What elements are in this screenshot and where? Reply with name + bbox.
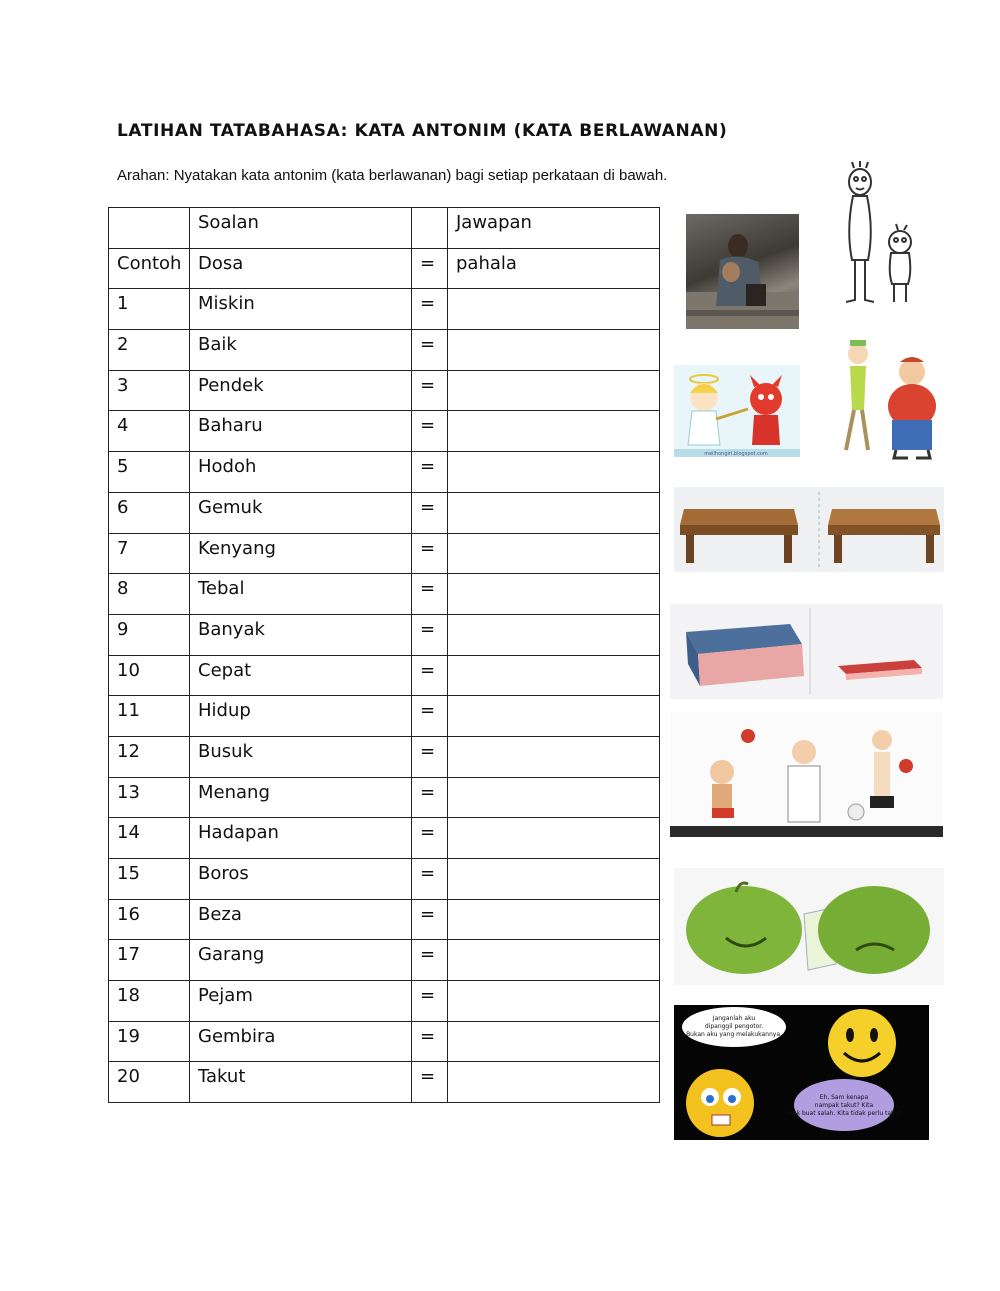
table-row [109,655,660,696]
emoji-speech-picture [674,1005,929,1140]
table-row [109,940,660,981]
question-word: Banyak [190,614,412,655]
table-row [109,370,660,411]
row-number: 19 [109,1021,190,1062]
row-number: 2 [109,330,190,371]
question-word: Cepat [190,655,412,696]
thick-thin-book-picture [670,604,943,699]
table-row [109,492,660,533]
table-row [109,574,660,615]
equals-sign: = [412,818,448,859]
svg-text:Bukan aku yang melakukannya.: Bukan aku yang melakukannya. [686,1031,782,1038]
header-soalan: Soalan [190,208,412,249]
answer-cell[interactable] [448,330,660,371]
row-number: 16 [109,899,190,940]
answer-cell[interactable] [448,655,660,696]
row-number: 6 [109,492,190,533]
answer-cell[interactable]: pahala [448,248,660,289]
equals-sign: = [412,1062,448,1103]
boxing-winner-loser-picture [670,712,943,837]
equals-sign: = [412,777,448,818]
answer-cell[interactable] [448,533,660,574]
row-number: 9 [109,614,190,655]
thin-fat-people-picture [828,332,946,460]
row-number: 7 [109,533,190,574]
row-number: 8 [109,574,190,615]
svg-text:meilhongirl.blogspot.com: meilhongirl.blogspot.com [704,451,768,457]
answer-cell[interactable] [448,574,660,615]
question-word: Gemuk [190,492,412,533]
row-number: 13 [109,777,190,818]
equals-sign: = [412,574,448,615]
table-header-row [109,208,660,249]
instruction-text: Arahan: Nyatakan kata antonim (kata berlawanan) bagi setiap perkataan di bawah. [117,167,668,184]
svg-text:tidak buat salah. Kita tidak p: tidak buat salah. Kita tidak perlu takut! [785,1110,903,1117]
row-number: 4 [109,411,190,452]
answer-cell[interactable] [448,981,660,1022]
question-word: Baik [190,330,412,371]
row-number: 10 [109,655,190,696]
answer-cell[interactable] [448,1062,660,1103]
equals-sign: = [412,696,448,737]
equals-sign: = [412,859,448,900]
question-word: Hidup [190,696,412,737]
equals-sign: = [412,1021,448,1062]
table-row [109,777,660,818]
old-new-table-picture [674,487,944,572]
answer-cell[interactable] [448,859,660,900]
question-word: Pejam [190,981,412,1022]
equals-sign: = [412,899,448,940]
apple-happy-sad-picture [674,868,944,985]
equals-sign: = [412,533,448,574]
question-word: Hadapan [190,818,412,859]
table-row [109,696,660,737]
table-row [109,981,660,1022]
answer-cell[interactable] [448,492,660,533]
question-word: Tebal [190,574,412,615]
question-word: Takut [190,1062,412,1103]
table-row [109,533,660,574]
equals-sign: = [412,736,448,777]
answer-cell[interactable] [448,899,660,940]
equals-sign: = [412,940,448,981]
header-eq [412,208,448,249]
answer-cell[interactable] [448,411,660,452]
question-word: Pendek [190,370,412,411]
answer-cell[interactable] [448,696,660,737]
equals-sign: = [412,452,448,493]
row-number: 17 [109,940,190,981]
answer-cell[interactable] [448,452,660,493]
worksheet-title: LATIHAN TATABAHASA: KATA ANTONIM (KATA BERLAWANAN) [117,121,728,141]
row-number: 11 [109,696,190,737]
question-word: Beza [190,899,412,940]
equals-sign: = [412,655,448,696]
answer-cell[interactable] [448,940,660,981]
equals-sign: = [412,289,448,330]
answer-cell[interactable] [448,289,660,330]
row-number: 5 [109,452,190,493]
question-word: Hodoh [190,452,412,493]
antonym-table [108,207,660,1103]
tall-short-people-drawing [828,160,926,310]
question-word: Baharu [190,411,412,452]
table-row [109,899,660,940]
svg-text:nampak takut? Kita: nampak takut? Kita [814,1102,874,1109]
question-word: Gembira [190,1021,412,1062]
table-row [109,1021,660,1062]
answer-cell[interactable] [448,614,660,655]
svg-text:Eh, Sam kenapa: Eh, Sam kenapa [819,1094,869,1101]
table-row [109,1062,660,1103]
angel-devil-picture [674,365,800,457]
row-number: 12 [109,736,190,777]
header-no [109,208,190,249]
table-row [109,411,660,452]
question-word: Boros [190,859,412,900]
answer-cell[interactable] [448,818,660,859]
equals-sign: = [412,614,448,655]
table-row [109,859,660,900]
answer-cell[interactable] [448,370,660,411]
table-row [109,248,660,289]
question-word: Miskin [190,289,412,330]
question-word: Kenyang [190,533,412,574]
table-row [109,330,660,371]
question-word: Garang [190,940,412,981]
table-row [109,452,660,493]
table-row [109,289,660,330]
header-jawapan: Jawapan [448,208,660,249]
svg-text:dipanggil pengotor.: dipanggil pengotor. [704,1023,764,1030]
row-number: 20 [109,1062,190,1103]
row-number: 18 [109,981,190,1022]
poor-family-photo [686,214,799,329]
question-word: Dosa [190,248,412,289]
svg-text:Janganlah aku: Janganlah aku [712,1015,756,1022]
equals-sign: = [412,411,448,452]
table-row [109,818,660,859]
equals-sign: = [412,330,448,371]
equals-sign: = [412,981,448,1022]
row-number: Contoh [109,248,190,289]
question-word: Menang [190,777,412,818]
table-row [109,736,660,777]
row-number: 3 [109,370,190,411]
table-row [109,614,660,655]
equals-sign: = [412,492,448,533]
answer-cell[interactable] [448,1021,660,1062]
answer-cell[interactable] [448,736,660,777]
row-number: 1 [109,289,190,330]
equals-sign: = [412,248,448,289]
equals-sign: = [412,370,448,411]
question-word: Busuk [190,736,412,777]
row-number: 15 [109,859,190,900]
answer-cell[interactable] [448,777,660,818]
row-number: 14 [109,818,190,859]
